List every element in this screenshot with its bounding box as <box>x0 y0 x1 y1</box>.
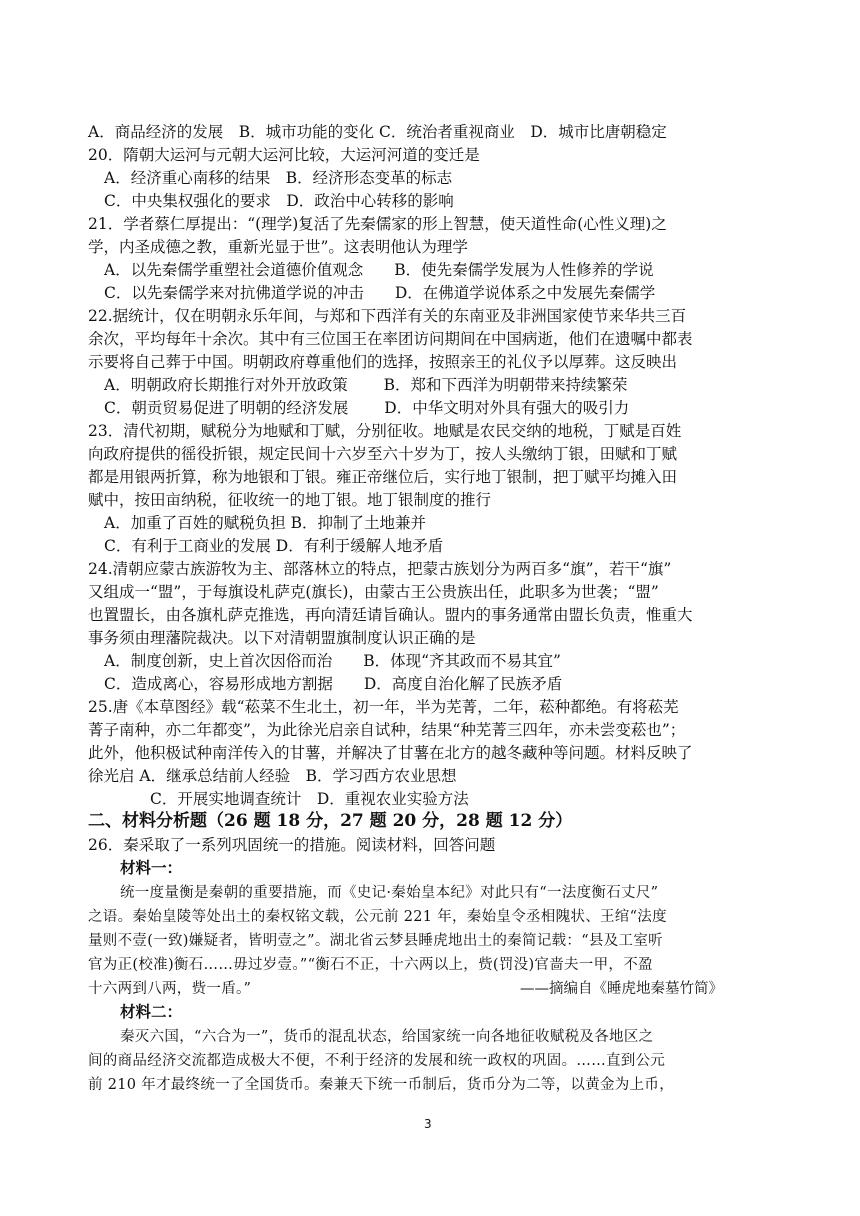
q21-options-ab: A．以先秦儒学重塑社会道德价值观念 B．使先秦儒学发展为人性修养的学说 <box>104 261 654 279</box>
material-1-line1: 统一度量衡是秦朝的重要措施，而《史记·秦始皇本纪》对此只有“一法度衡石丈尺” <box>120 885 659 901</box>
q25-stem-line1: 25.唐《本草图经》载“菘菜不生北土，初一年，半为芜菁，二年，菘种都绝。有将菘芜 <box>88 698 679 716</box>
q20-options-cd: C．中央集权强化的要求 D．政治中心转移的影响 <box>104 192 454 210</box>
material-2-line3: 前 210 年才最终统一了全国货币。秦兼天下统一币制后，货币分为二等，以黄金为上币， <box>88 1077 674 1093</box>
q25-options-cd: C．开展实地调查统计 D．重视农业实验方法 <box>150 790 469 808</box>
material-1-source: ——摘编自《睡虎地秦墓竹简》 <box>520 981 723 997</box>
q22-options-ab: A．明朝政府长期推行对外开放政策 B．郑和下西洋为明朝带来持续繁荣 <box>104 376 628 394</box>
q23-stem-line2: 向政府提供的徭役折银，规定民间十六岁至六十岁为丁，按人头缴纳丁银，田赋和丁赋 <box>88 445 678 463</box>
page-number: 3 <box>424 1117 432 1131</box>
q19-options: A．商品经济的发展 B．城市功能的变化 C．统治者重视商业 D．城市比唐朝稳定 <box>88 123 667 141</box>
q22-stem-line1: 22.据统计，仅在明朝永乐年间，与郑和下西洋有关的东南亚及非洲国家使节来华共三百 <box>88 307 687 325</box>
q22-stem-line3: 示要将自己葬于中国。明朝政府尊重他们的选择，按照亲王的礼仪予以厚葬。这反映出 <box>88 353 678 371</box>
q23-options-ab: A．加重了百姓的赋税负担 B．抑制了土地兼并 <box>104 514 427 532</box>
q25-stem-line4: 徐光启 A．继承总结前人经验 B．学习西方农业思想 <box>88 767 457 785</box>
q21-options-cd: C．以先秦儒学来对抗佛道学说的冲击 D．在佛道学说体系之中发展先秦儒学 <box>104 284 656 302</box>
material-2-line1: 秦灭六国，“六合为一”，货币的混乱状态，给国家统一向各地征收赋税及各地区之 <box>120 1029 654 1045</box>
q22-stem-line2: 余次，平均每年十余次。其中有三位国王在率团访问期间在中国病逝，他们在遗嘱中都表 <box>88 330 693 348</box>
material-1-label: 材料一： <box>120 858 183 877</box>
q20-stem: 20．隋朝大运河与元朝大运河比较，大运河河道的变迁是 <box>88 146 480 164</box>
q23-options-cd: C．有利于工商业的发展 D．有利于缓解人地矛盾 <box>104 537 444 555</box>
q23-stem-line3: 都是用银两折算，称为地银和丁银。雍正帝继位后，实行地丁银制，把丁赋平均摊入田 <box>88 468 678 486</box>
q24-options-cd: C．造成离心，容易形成地方割据 D．高度自治化解了民族矛盾 <box>104 675 563 693</box>
q21-stem-line2: 学，内圣成德之教，重新光显于世”。这表明他认为理学 <box>88 238 468 256</box>
material-2-label: 材料二： <box>120 1002 183 1021</box>
q24-stem-line4: 事务须由理藩院裁决。以下对清朝盟旗制度认识正确的是 <box>88 629 476 647</box>
material-1-line4: 官为正(校准)衡石……毋过岁壹。”“衡石不正，十六两以上，赀(罚没)官啬夫一甲，不盈 <box>88 957 653 973</box>
q21-stem-line1: 21．学者蔡仁厚提出：“(理学)复活了先秦儒家的形上智慧，使天道性命(心性义理)之 <box>88 215 667 233</box>
q24-stem-line1: 24.清朝应蒙古族游牧为主、部落林立的特点，把蒙古族划分为两百多“旗”，若干“旗” <box>88 560 672 578</box>
q25-stem-line3: 此外，他积极试种南洋传入的甘薯，并解决了甘薯在北方的越冬藏种等问题。材料反映了 <box>88 744 693 762</box>
material-1-line3: 量则不壹(一致)嫌疑者，皆明壹之”。湖北省云梦县睡虎地出土的秦简记载：“县及工室听 <box>88 933 663 949</box>
material-1-line5: 十六两到八两，赀一盾。” <box>88 981 252 997</box>
q24-stem-line3: 也置盟长，由各旗札萨克推选，再向清廷请旨确认。盟内的事务通常由盟长负责，惟重大 <box>88 606 693 624</box>
q23-stem-line4: 赋中，按田亩纳税，征收统一的地丁银。地丁银制度的推行 <box>88 491 492 509</box>
material-2-line2: 间的商品经济交流都造成极大不便，不利于经济的发展和统一政权的巩固。……直到公元 <box>88 1053 666 1069</box>
material-1-line2: 之语。秦始皇陵等处出土的秦权铭文载，公元前 221 年，秦始皇令丞相隗状、王绾“法度 <box>88 909 667 925</box>
q25-stem-line2: 菁子南种，亦二年都变”，为此徐光启亲自试种，结果“种芜菁三四年，亦未尝变菘也”； <box>88 721 686 739</box>
q26-stem: 26．秦采取了一系列巩固统一的措施。阅读材料，回答问题 <box>88 836 496 854</box>
q22-options-cd: C．朝贡贸易促进了明朝的经济发展 D．中华文明对外具有强大的吸引力 <box>104 399 630 417</box>
q24-options-ab: A．制度创新，史上首次因俗而治 B．体现“齐其政而不易其宜” <box>104 652 561 670</box>
q24-stem-line2: 又组成一“盟”，于每旗设札萨克(旗长)，由蒙古王公贵族出任，此职多为世袭；“盟” <box>88 583 659 601</box>
section-2-title: 二、材料分析题（26 题 18 分，27 题 20 分，28 题 12 分） <box>88 811 573 831</box>
q23-stem-line1: 23．清代初期，赋税分为地赋和丁赋，分别征收。地赋是农民交纳的地税，丁赋是百姓 <box>88 422 682 440</box>
q20-options-ab: A．经济重心南移的结果 B．经济形态变革的标志 <box>104 169 453 187</box>
